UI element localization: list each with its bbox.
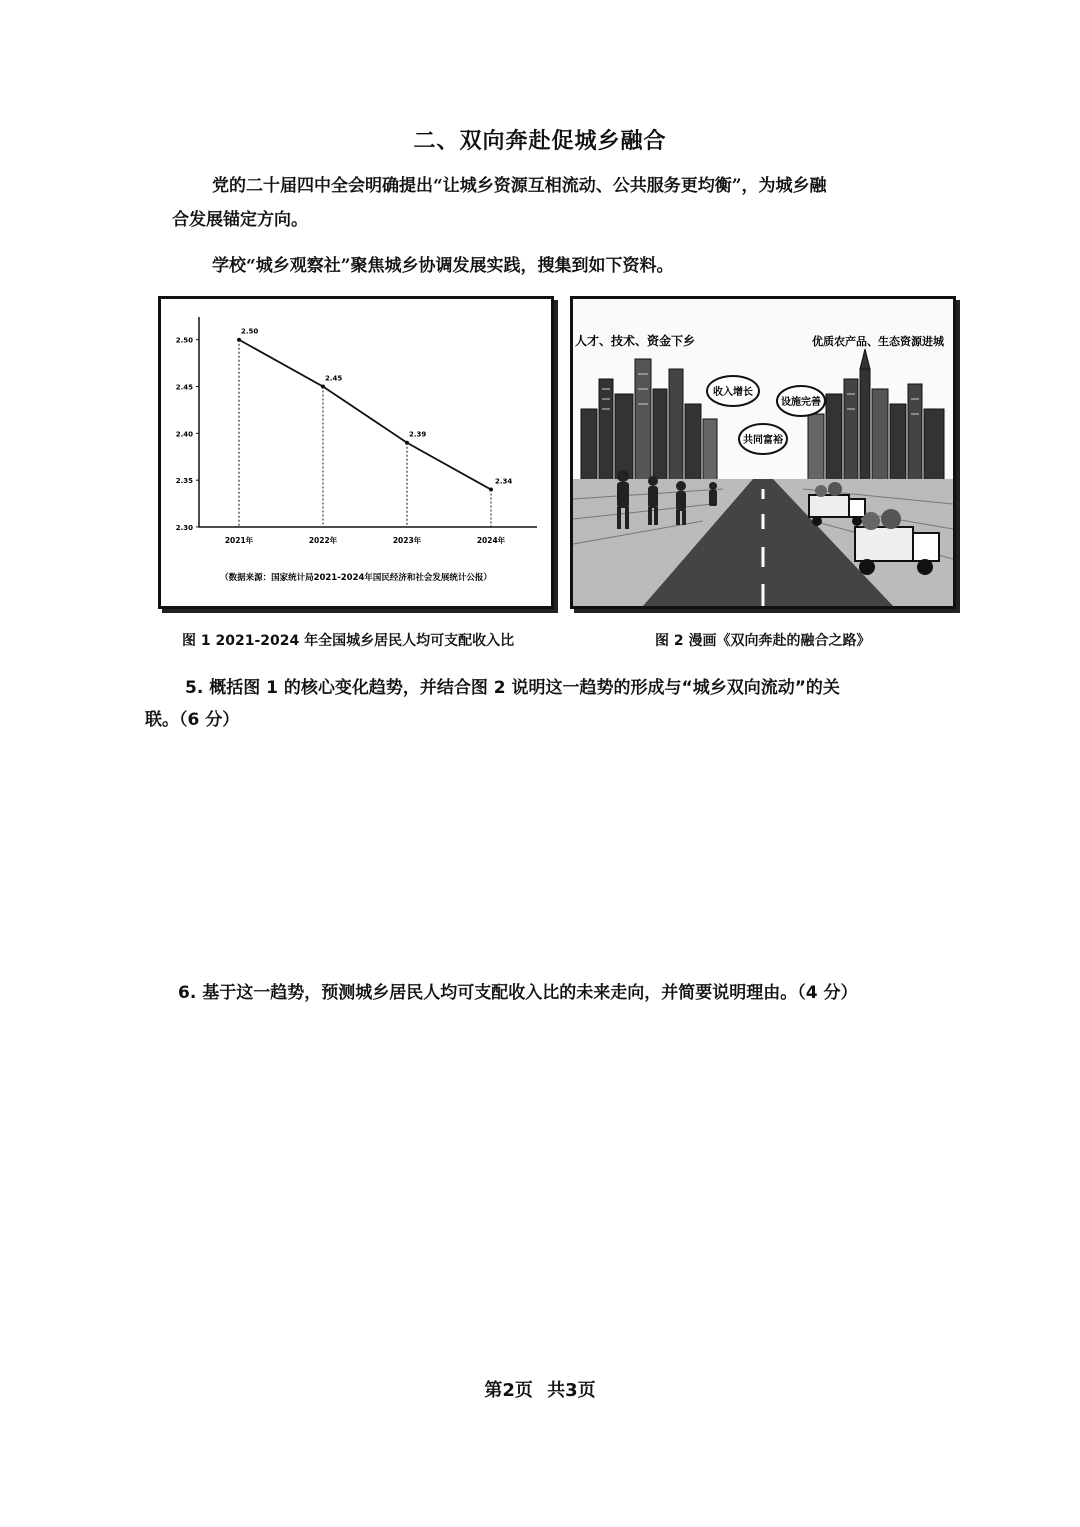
income-ratio-line-chart — [161, 299, 551, 606]
data-label: 2.39 — [409, 430, 427, 439]
page-total: 共3页 — [547, 1380, 596, 1401]
y-tick-label: 2.45 — [175, 383, 193, 392]
y-tick-label: 2.40 — [175, 430, 193, 439]
y-tick-label: 2.30 — [175, 524, 193, 532]
data-label: 2.34 — [495, 477, 513, 486]
cartoon-label-left: 人才、技术、资金下乡 — [574, 334, 696, 348]
intro-line-3: 学校“城乡观察社”聚焦城乡协调发展实践，搜集到如下资料。 — [212, 256, 674, 276]
data-point — [489, 488, 493, 492]
intro-line-2: 合发展锚定方向。 — [172, 210, 308, 230]
bubble-common-prosperity-text: 共同富裕 — [743, 435, 783, 446]
page-footer — [0, 1376, 1080, 1402]
bubble-common-prosperity — [739, 424, 787, 454]
x-tick-label: 2022年 — [308, 536, 338, 545]
section-title: 二、双向奔赴促城乡融合 — [413, 129, 667, 154]
data-label: 2.45 — [325, 374, 343, 383]
intro-line-1: 党的二十届四中全会明确提出“让城乡资源互相流动、公共服务更均衡”，为城乡融 — [212, 176, 827, 196]
data-point — [321, 385, 325, 389]
bubble-facility-improvement — [777, 386, 825, 416]
page-number: 第2页 — [484, 1380, 533, 1401]
y-tick-label: 2.50 — [175, 336, 193, 345]
bubble-facility-improvement-text: 设施完善 — [781, 397, 821, 408]
chart-source-note: （数据来源：国家统计局2021-2024年国民经济和社会发展统计公报） — [220, 573, 492, 583]
figure-1-caption: 图 1 2021-2024 年全国城乡居民人均可支配收入比 — [182, 633, 515, 649]
x-tick-label: 2021年 — [224, 536, 254, 545]
question-6: 6. 基于这一趋势，预测城乡居民人均可支配收入比的未来走向，并简要说明理由。（4 分） — [178, 983, 858, 1003]
x-tick-label: 2023年 — [392, 536, 422, 545]
bubble-income-growth — [707, 376, 759, 406]
question-5-line-2: 联。（6 分） — [145, 710, 240, 730]
y-tick-label: 2.35 — [175, 477, 193, 486]
figure-1-chart — [158, 296, 554, 609]
data-point — [237, 338, 241, 342]
data-label: 2.50 — [241, 327, 259, 336]
cartoon-illustration — [573, 299, 953, 606]
x-tick-label: 2024年 — [476, 536, 506, 545]
figure-2-cartoon — [570, 296, 956, 609]
bubble-income-growth-text: 收入增长 — [713, 387, 753, 398]
cartoon-label-right: 优质农产品、生态资源进城 — [812, 335, 944, 348]
data-point — [405, 441, 409, 445]
question-5-line-1: 5. 概括图 1 的核心变化趋势，并结合图 2 说明这一趋势的形成与“城乡双向流动”的关 — [185, 678, 840, 698]
series-line — [239, 340, 491, 490]
figure-2-caption: 图 2 漫画《双向奔赴的融合之路》 — [655, 633, 871, 649]
